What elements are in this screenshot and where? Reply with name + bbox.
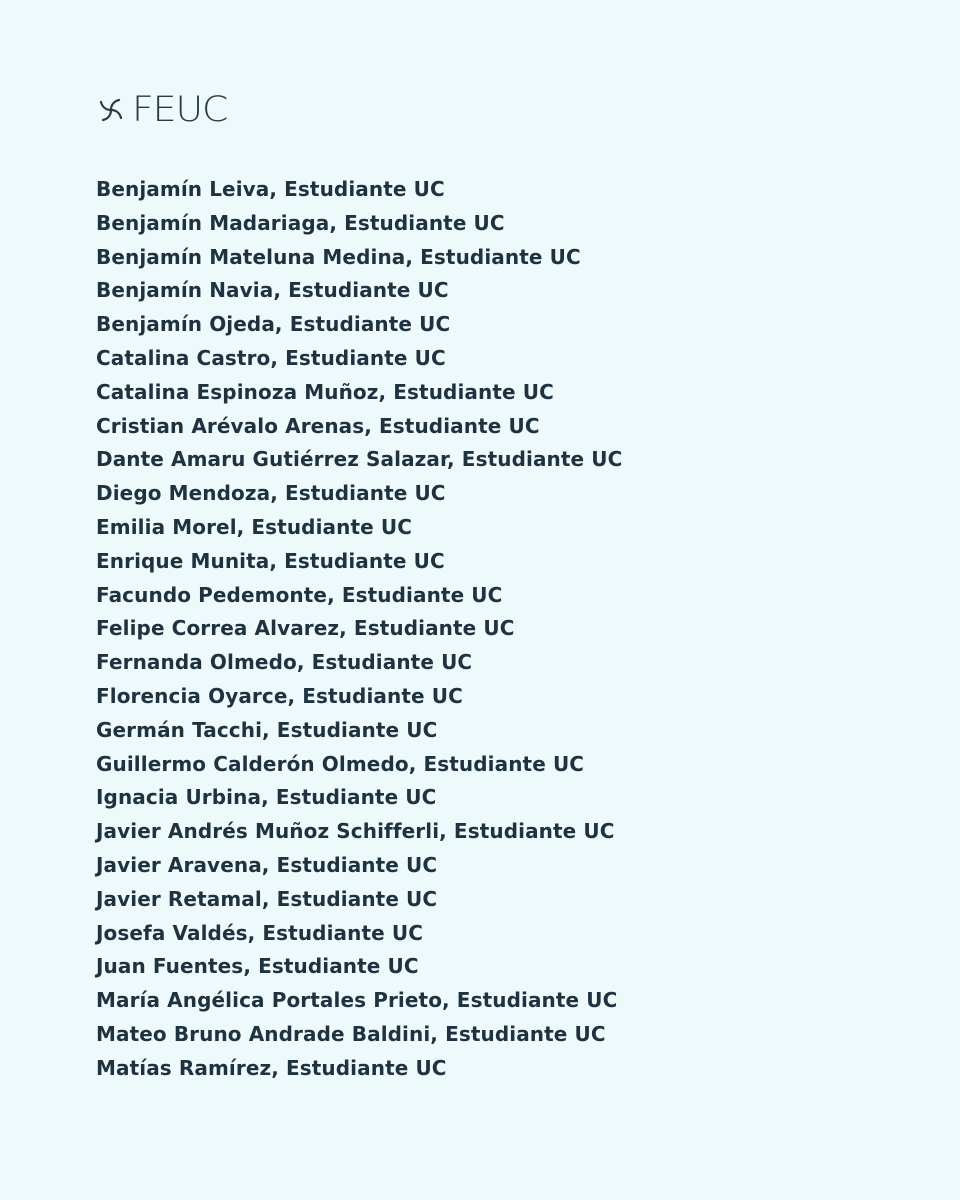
list-item: Javier Retamal, Estudiante UC (96, 886, 438, 911)
list-item: Ignacia Urbina, Estudiante UC (96, 785, 437, 810)
list-item: Javier Aravena, Estudiante UC (96, 852, 438, 877)
list-item: Felipe Correa Alvarez, Estudiante UC (96, 616, 515, 641)
list-item: Benjamín Navia, Estudiante UC (96, 278, 449, 303)
pinwheel-icon (96, 92, 126, 128)
list-item: Benjamín Leiva, Estudiante UC (96, 177, 445, 201)
logo-wordmark: FEUC (132, 90, 228, 130)
list-item: Josefa Valdés, Estudiante UC (96, 920, 423, 945)
list-item: Javier Andrés Muñoz Schifferli, Estudiante UC (96, 819, 615, 844)
list-item: Catalina Castro, Estudiante UC (96, 345, 446, 370)
list-item: Benjamín Madariaga, Estudiante UC (96, 210, 505, 235)
list-item: María Angélica Portales Prieto, Estudiante UC (96, 988, 618, 1013)
list-item: Diego Mendoza, Estudiante UC (96, 481, 446, 506)
signers-list (96, 173, 622, 1086)
list-item: Benjamín Mateluna Medina, Estudiante UC (96, 244, 581, 269)
list-item: Germán Tacchi, Estudiante UC (96, 717, 438, 742)
list-item: Matías Ramírez, Estudiante UC (96, 1055, 447, 1080)
list-item: Emilia Morel, Estudiante UC (96, 514, 412, 539)
list-item: Enrique Munita, Estudiante UC (96, 548, 445, 573)
list-item: Catalina Espinoza Muñoz, Estudiante UC (96, 379, 554, 404)
list-item: Fernanda Olmedo, Estudiante UC (96, 650, 473, 675)
list-item: Facundo Pedemonte, Estudiante UC (96, 582, 503, 607)
list-item: Cristian Arévalo Arenas, Estudiante UC (96, 413, 540, 438)
list-item: Benjamín Ojeda, Estudiante UC (96, 312, 451, 337)
feuc-logo (96, 90, 228, 130)
list-item: Guillermo Calderón Olmedo, Estudiante UC (96, 751, 585, 776)
list-item: Juan Fuentes, Estudiante UC (96, 954, 419, 979)
list-item: Florencia Oyarce, Estudiante UC (96, 683, 463, 708)
list-item: Mateo Bruno Andrade Baldini, Estudiante UC (96, 1021, 606, 1046)
list-item: Dante Amaru Gutiérrez Salazar, Estudiante UC (96, 447, 623, 472)
